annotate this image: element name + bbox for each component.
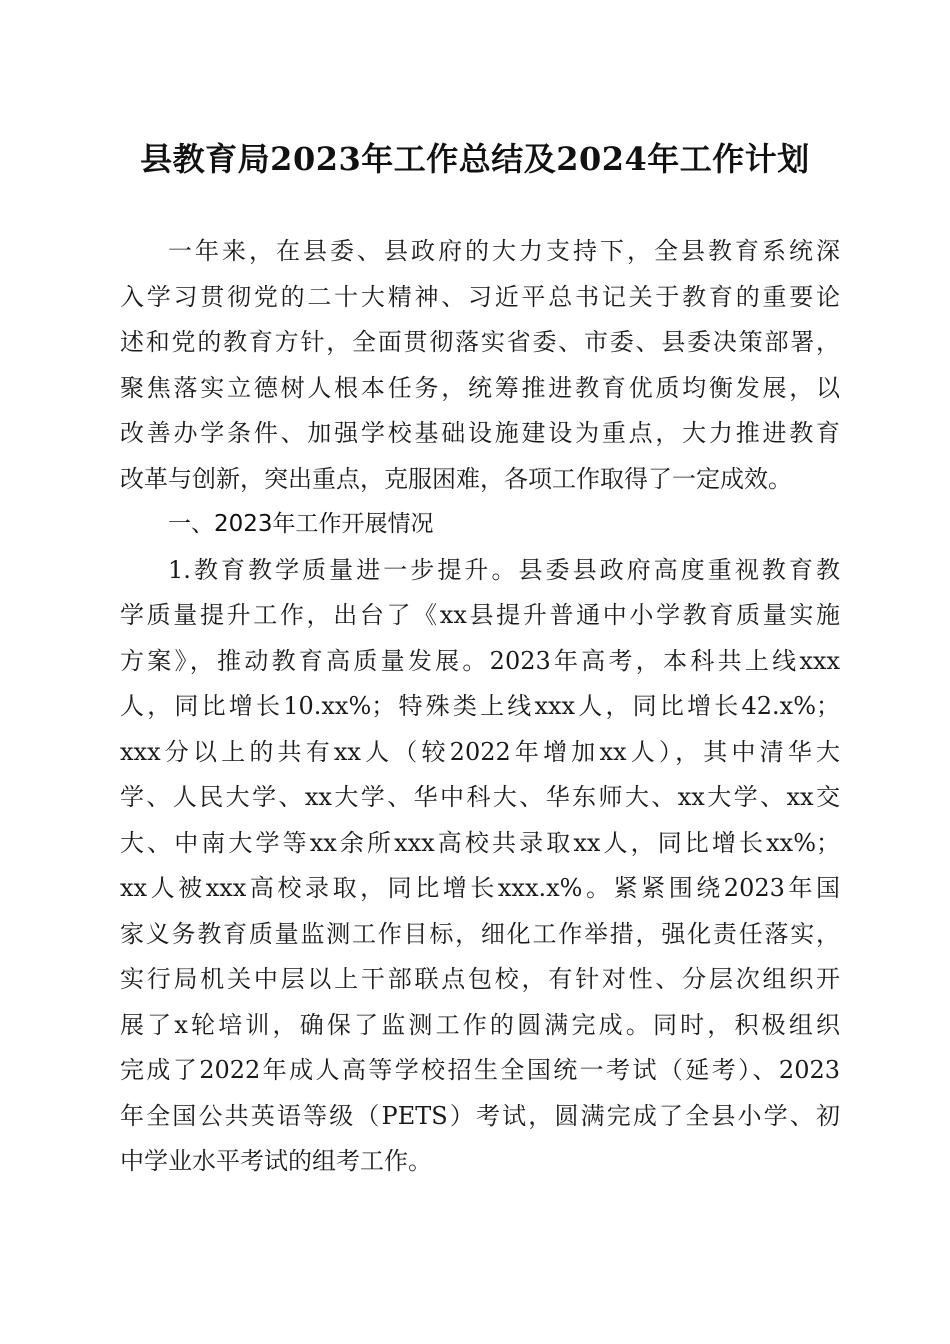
paragraph-line: 大、中南大学等xx余所xxx高校共录取xx人，同比增长xx%； [120, 828, 840, 857]
paragraph-line: 聚焦落实立德树人根本任务，统筹推进教育优质均衡发展，以 [120, 373, 840, 402]
paragraph-line: 年全国公共英语等级（PETS）考试，圆满完成了全县小学、初 [120, 1101, 840, 1130]
paragraph-line: 完成了2022年成人高等学校招生全国统一考试（延考）、2023 [120, 1056, 840, 1084]
section-heading: 一、2023年工作开展情况 [168, 511, 434, 537]
paragraph-line: 1.教育教学质量进一步提升。县委县政府高度重视教育教 [168, 555, 840, 584]
document-title: 县教育局2023年工作总结及2024年工作计划 [140, 140, 810, 178]
paragraph-line: 入学习贯彻党的二十大精神、习近平总书记关于教育的重要论 [120, 282, 840, 311]
paragraph-line: 方案》，推动教育高质量发展。2023年高考，本科共上线xxx [120, 646, 840, 675]
paragraph-line: 人，同比增长10.xx%；特殊类上线xxx人，同比增长42.x%； [120, 692, 840, 720]
paragraph-line: 家义务教育质量监测工作目标，细化工作举措，强化责任落实， [120, 919, 840, 948]
paragraph-line: xx人被xxx高校录取，同比增长xxx.x%。紧紧围绕2023年国 [120, 874, 840, 902]
paragraph-line: 学质量提升工作，出台了《xx县提升普通中小学教育质量实施 [120, 601, 840, 629]
paragraph-line: xxx分以上的共有xx人（较2022年增加xx人），其中清华大 [120, 737, 840, 766]
item-1-paragraph [120, 548, 840, 1185]
paragraph-line: 展了x轮培训，确保了监测工作的圆满完成。同时，积极组织 [120, 1010, 840, 1039]
document-body [120, 229, 840, 1185]
intro-paragraph [120, 229, 840, 502]
paragraph-line: 实行局机关中层以上干部联点包校，有针对性、分层次组织开 [120, 965, 840, 993]
paragraph-line: 述和党的教育方针，全面贯彻落实省委、市委、县委决策部署， [120, 328, 840, 356]
paragraph-line: 改善办学条件、加强学校基础设施建设为重点，大力推进教育 [120, 419, 840, 447]
paragraph-line: 一年来，在县委、县政府的大力支持下，全县教育系统深 [168, 237, 840, 265]
paragraph-line: 中学业水平考试的组考工作。 [120, 1147, 432, 1175]
paragraph-line: 学、人民大学、xx大学、华中科大、华东师大、xx大学、xx交 [120, 783, 840, 811]
paragraph-line: 改革与创新，突出重点，克服困难，各项工作取得了一定成效。 [120, 464, 792, 493]
